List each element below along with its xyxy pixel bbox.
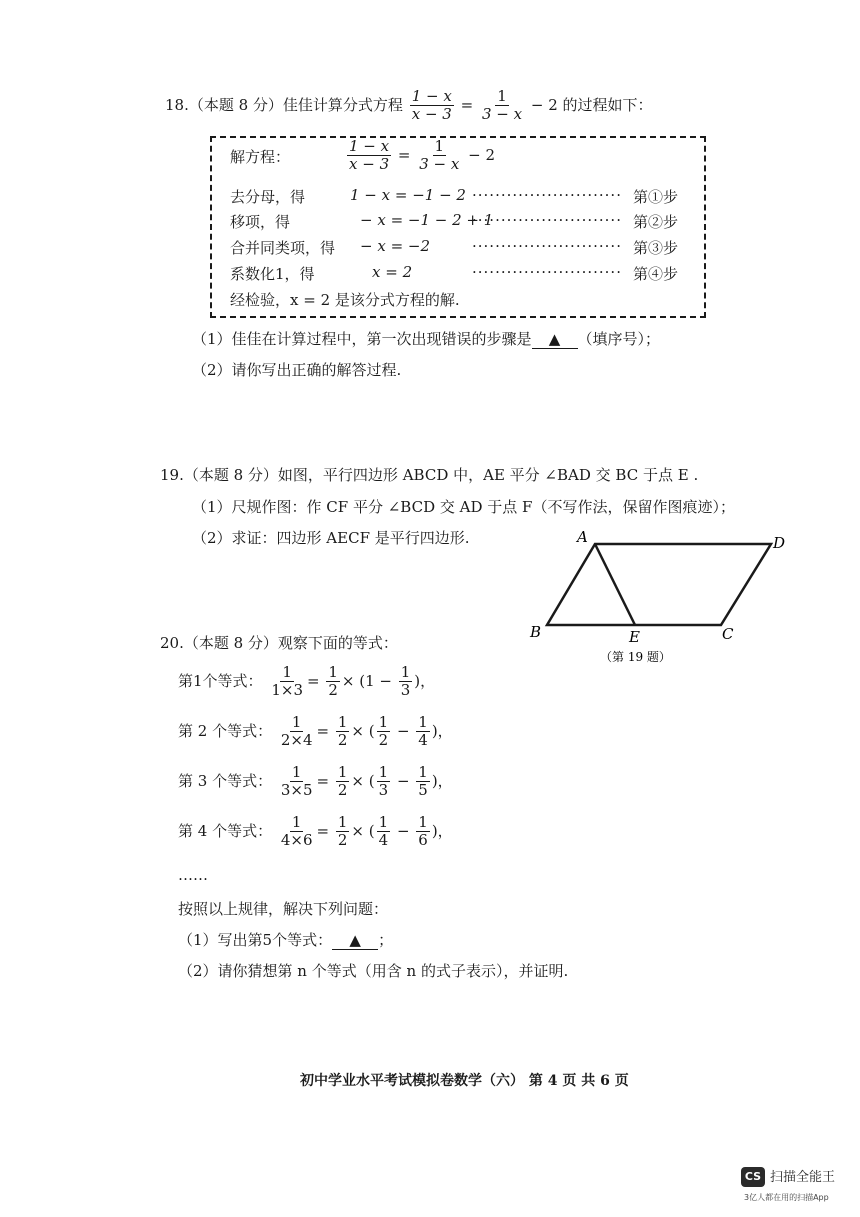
eq-end: )， [414,671,436,690]
label-a: A [577,528,588,546]
dot-leader: ·························· [472,186,622,204]
q19-title: 19.（本题 8 分）如图，平行四边形 ABCD 中，AE 平分 ∠BAD 交 BC 于点 E . [160,466,699,484]
equals: = [316,771,334,790]
box-row-0-expr: $\frac{1 - x}{x - 3}$ = $\frac{1}{3 - x}$ − 2 [349,137,496,174]
camscanner-tagline: 3亿人都在用的扫描App [744,1193,829,1202]
frac-den: 5 [418,781,428,800]
frac-num: 1 − x [411,87,452,105]
frac-num: 1 [497,87,507,105]
eq-part: × (1 − [341,671,397,690]
part-text: （1）佳佳在计算过程中，第一次出现错误的步骤是 [192,330,532,348]
q20-eq-3 [178,764,453,800]
frac-num: 1 [400,663,411,681]
q20-part2: （2）请你猜想第 n 个等式（用含 n 的式子表示），并证明. [178,962,569,980]
frac-num: 1 [418,713,428,731]
parallelogram-abcd [547,544,771,625]
minus: − [392,721,415,740]
dot-leader: ·························· [472,211,622,229]
step-label: 第④步 [633,265,679,283]
box-row-1-expr: 1 − x = −1 − 2 [350,186,466,204]
frac-den: 4×6 [280,831,313,850]
frac-den: 3 − x [419,155,460,174]
frac-den: x − 3 [349,155,390,174]
q18-part1 [192,328,660,349]
q18-frac-left [410,88,454,124]
frac-num: 1 − x [349,137,390,155]
frac-num: 1 [282,663,292,681]
frac-den: 6 [418,831,428,850]
label-d: D [773,534,786,552]
frac-den: 4 [418,731,428,750]
minus: − [392,821,415,840]
box-row-4 [230,263,315,284]
frac-den: 2 [337,731,348,750]
part-text: ； [378,931,394,949]
frac-num: 1 [328,663,338,681]
frac-den: 4 [378,831,389,850]
frac-num: 1 [378,813,389,831]
box-row-4-expr: x = 2 [372,263,413,281]
segment-ae [595,544,635,625]
ellipsis: …… [178,866,208,884]
frac-den: 2×4 [280,731,313,750]
row-label: 合并同类项，得 [230,239,336,257]
frac-den: x − 3 [411,105,452,124]
q18-head: 18.（本题 8 分）佳佳计算分式方程 [165,95,403,114]
eq-end: )， [431,771,453,790]
q18-tail: − 2 的过程如下： [530,95,653,114]
q20-title: 20.（本题 8 分）观察下面的等式： [160,634,398,652]
figure-caption: （第 19 题） [600,650,671,664]
eq-part: × ( [351,721,375,740]
frac-num: 1 [418,813,428,831]
q18-frac-right [480,88,524,124]
frac-num: 1 [337,813,348,831]
dot-leader: ·························· [472,263,622,281]
frac-den: 2 [378,731,389,750]
eq-label: 第 4 个等式： [178,821,273,840]
eq-part: × ( [351,821,375,840]
frac-den: 2 [337,781,348,800]
equals: = [460,95,474,114]
camscanner-name: 扫描全能王 [770,1170,836,1185]
label-b: B [530,623,542,641]
eq-end: )， [431,721,453,740]
box-row-2 [230,211,290,232]
frac-num: 1 [337,713,348,731]
minus: − [392,771,415,790]
eq-part: × ( [351,771,375,790]
box-row-5: 经检验，x = 2 是该分式方程的解. [230,291,460,309]
eq-label: 第 3 个等式： [178,771,273,790]
frac-den: 1×3 [271,681,303,700]
equals: = [397,145,411,164]
equals: = [316,821,334,840]
row-label: 去分母，得 [230,188,306,206]
q20-eq-2 [178,714,453,750]
eq-label: 第 2 个等式： [178,721,273,740]
q20-rule: 按照以上规律，解决下列问题： [178,900,389,918]
frac-num: 1 [291,813,302,831]
q18-part2: （2）请你写出正确的解答过程. [192,361,402,379]
q20-eq-4 [178,814,453,850]
frac-num: 1 [337,763,348,781]
frac-den: 3 − x [481,105,523,124]
eq-end: )， [431,821,453,840]
box-row-2-expr: − x = −1 − 2 + 1 [360,211,494,229]
equals: = [316,721,334,740]
frac-num: 1 [291,713,302,731]
box-row-0 [230,146,290,167]
q19-part1: （1）尺规作图：作 CF 平分 ∠BCD 交 AD 于点 F（不写作法，保留作图痕迹）； [192,498,735,516]
part-text: （1）写出第5个等式： [178,931,333,949]
frac-num: 1 [291,763,302,781]
frac-den: 3 [378,781,389,800]
frac-num: 1 [434,137,445,155]
dot-leader: ·························· [472,237,622,255]
q20-part1 [178,929,393,950]
frac-den: 2 [337,831,348,850]
parallelogram-figure [525,528,795,668]
step-label: 第③步 [633,239,679,257]
step-label: 第②步 [633,213,679,231]
frac-num: 1 [418,763,428,781]
row-label: 解方程： [230,148,291,166]
page-footer: 初中学业水平考试模拟卷数学（六） 第 4 页 共 6 页 [300,1073,629,1089]
box-row-3-expr: − x = −2 [360,237,431,255]
eq-label: 第1个等式： [178,671,263,690]
q20-eq-1 [178,664,435,700]
step-label: 第①步 [633,188,679,206]
frac-den: 3×5 [280,781,313,800]
camscanner-logo: CS [741,1167,765,1187]
equals: = [306,671,325,690]
box-row-3 [230,237,335,258]
q19-part2: （2）求证：四边形 AECF 是平行四边形. [192,529,470,547]
label-c: C [722,625,734,643]
frac-den: 2 [328,681,338,700]
answer-blank: ▲ [532,330,578,349]
box-row-1 [230,186,305,207]
frac-den: 3 [400,681,411,700]
row-label: 系数化1，得 [230,265,315,283]
label-e: E [629,628,640,646]
answer-blank: ▲ [332,931,378,950]
frac-num: 1 [378,713,389,731]
frac-num: 1 [378,763,389,781]
part-text: （填序号）； [577,330,661,348]
q18-title [165,88,653,124]
row-label: 移项，得 [230,213,291,231]
